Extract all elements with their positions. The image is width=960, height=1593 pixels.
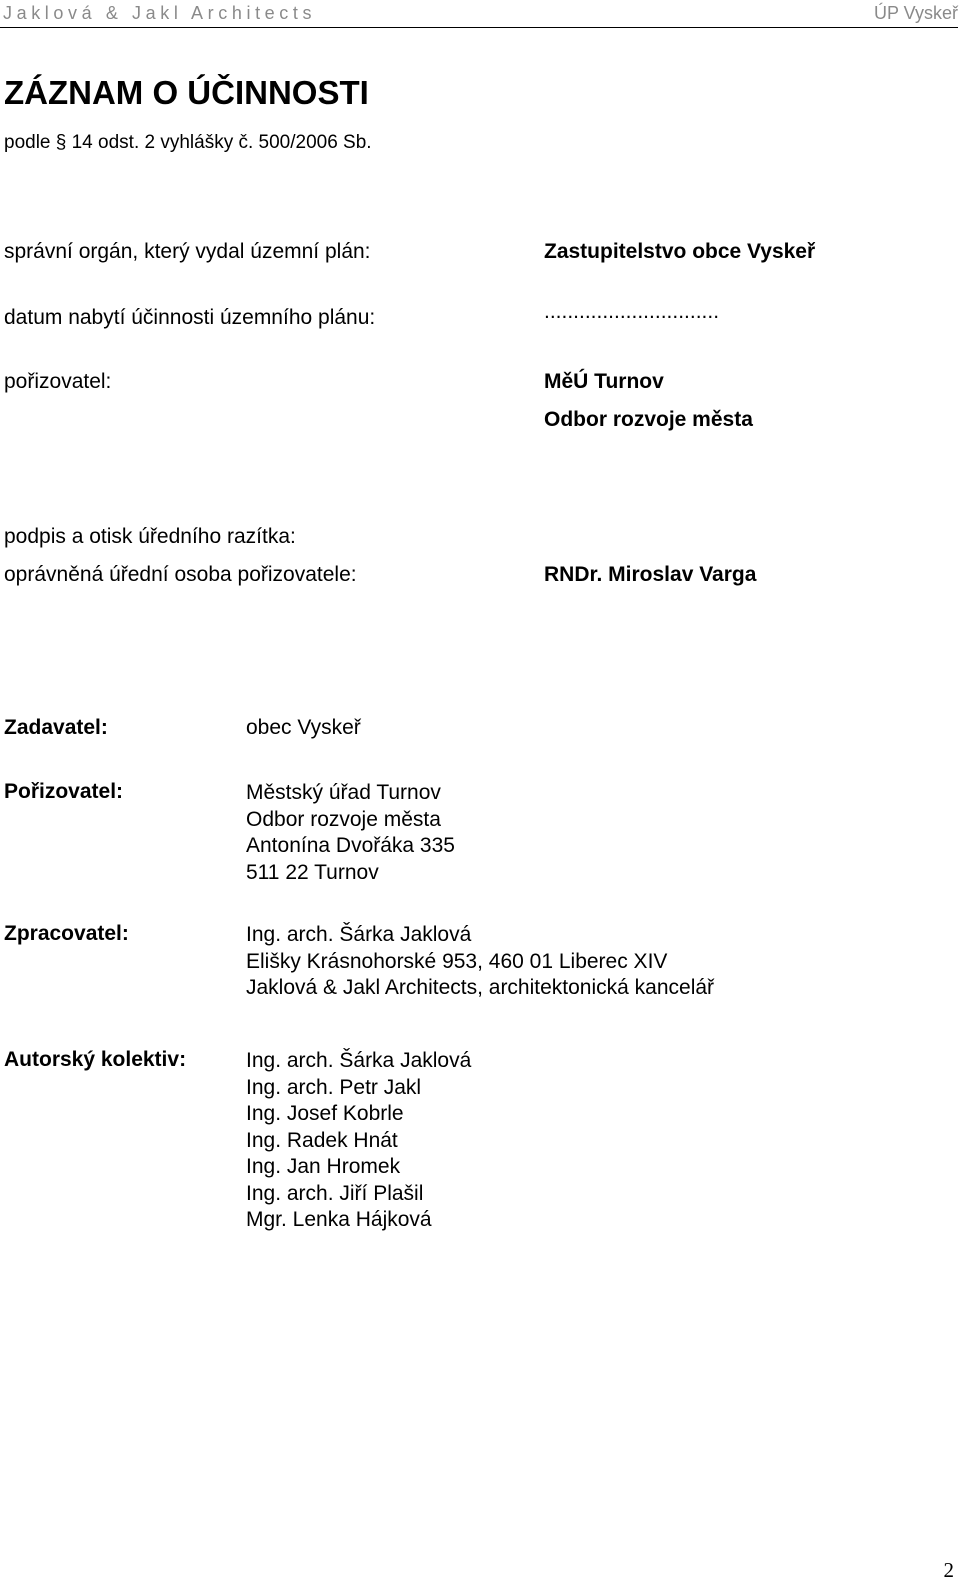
official-label: oprávněná úřední osoba pořizovatele: [4,563,357,586]
header-firm-name: Jaklová & Jakl Architects [3,3,317,23]
page-header [0,0,958,28]
procurer-label: pořizovatel: [4,370,112,393]
credits-procurer-address [246,780,455,886]
team-label: Autorský kolektiv: [4,1048,187,1071]
page-number: 2 [943,1558,954,1582]
procurer-line: Odbor rozvoje města [246,807,441,831]
team-member: Ing. Josef Kobrle [246,1102,404,1125]
team-member: Ing. arch. Šárka Jaklová [246,1049,472,1072]
effective-date-value: .............................. [544,300,720,323]
header-project-name: ÚP Vyskeř [873,3,958,23]
procurer-line: Antonína Dvořáka 335 [246,834,455,857]
procurer-value-department: Odbor rozvoje města [544,408,753,431]
team-member: Ing. Jan Hromek [246,1155,401,1178]
processor-line: Ing. arch. Šárka Jaklová [246,923,472,946]
procurer-value-office: MěÚ Turnov [544,370,664,393]
processor-details [246,922,714,1002]
procurer-line: 511 22 Turnov [246,860,379,884]
credits-procurer-label: Pořizovatel: [4,780,124,803]
document-subtitle: podle § 14 odst. 2 vyhlášky č. 500/2006 Sb. [4,132,372,153]
team-member: Ing. arch. Petr Jakl [246,1075,422,1099]
processor-line: Elišky Krásnohorské 953, 460 01 Liberec XIV [246,949,668,973]
team-member: Mgr. Lenka Hájková [246,1208,432,1231]
authority-label: správní orgán, který vydal územní plán: [4,240,371,263]
processor-line: Jaklová & Jakl Architects, architektonická kancelář [246,976,715,999]
team-member: Ing. arch. Jiří Plašil [246,1181,424,1205]
stamp-label: podpis a otisk úředního razítka: [4,525,296,548]
team-member: Ing. Radek Hnát [246,1128,398,1152]
official-value: RNDr. Miroslav Varga [544,563,757,586]
team-members [246,1048,471,1234]
effective-date-label: datum nabytí účinnosti územního plánu: [4,306,376,329]
document-title: ZÁZNAM O ÚČINNOSTI [4,74,369,111]
client-label: Zadavatel: [4,716,108,739]
procurer-line: Městský úřad Turnov [246,781,441,804]
client-value: obec Vyskeř [246,716,361,739]
authority-value: Zastupitelstvo obce Vyskeř [544,240,816,263]
processor-label: Zpracovatel: [4,922,129,945]
